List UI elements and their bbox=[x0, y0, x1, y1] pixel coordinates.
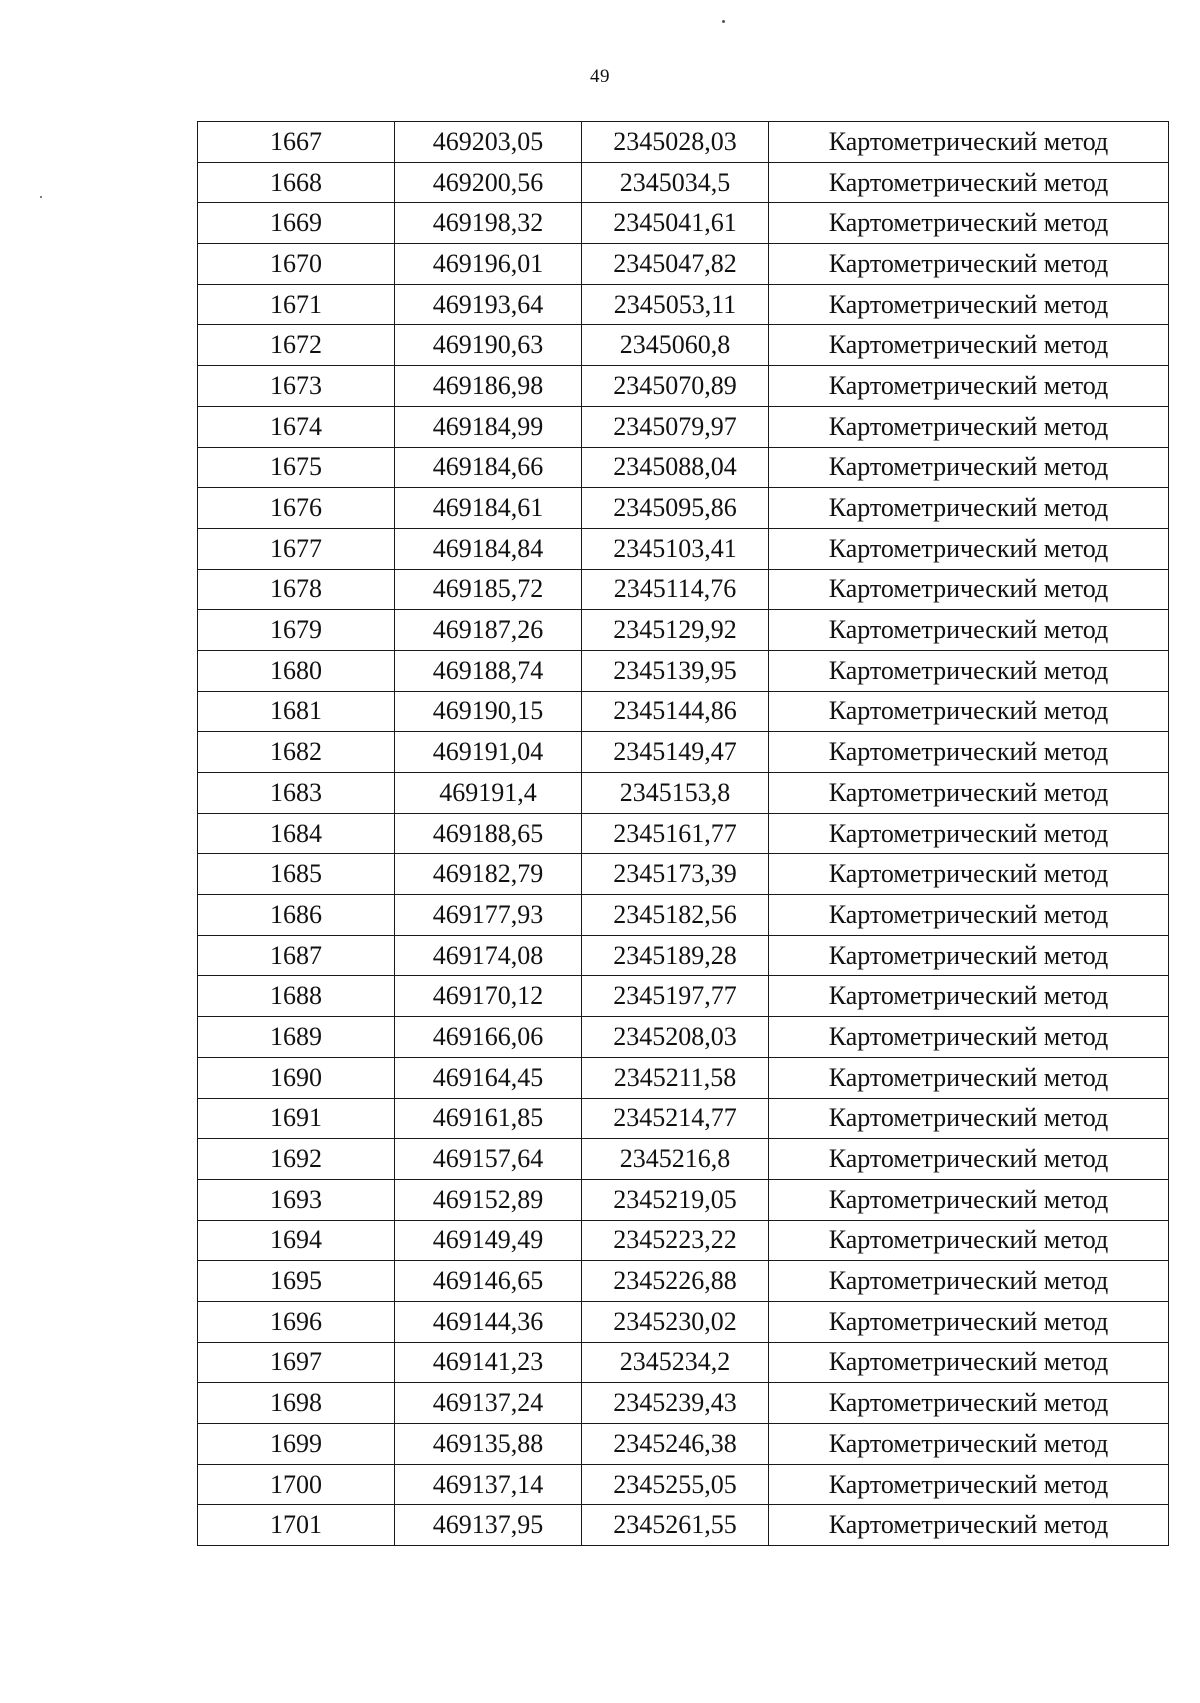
table-row bbox=[198, 528, 1169, 569]
x-coordinate-cell: 469198,32 bbox=[395, 203, 582, 244]
y-coordinate-cell: 2345153,8 bbox=[582, 773, 769, 814]
y-coordinate-cell: 2345234,2 bbox=[582, 1342, 769, 1383]
x-coordinate-cell: 469184,61 bbox=[395, 488, 582, 529]
method-cell: Картометрический метод bbox=[769, 122, 1169, 163]
table-row bbox=[198, 488, 1169, 529]
point-number-cell: 1683 bbox=[198, 773, 395, 814]
method-cell: Картометрический метод bbox=[769, 650, 1169, 691]
x-coordinate-cell: 469141,23 bbox=[395, 1342, 582, 1383]
point-number-cell: 1680 bbox=[198, 650, 395, 691]
x-coordinate-cell: 469161,85 bbox=[395, 1098, 582, 1139]
x-coordinate-cell: 469193,64 bbox=[395, 284, 582, 325]
y-coordinate-cell: 2345255,05 bbox=[582, 1464, 769, 1505]
y-coordinate-cell: 2345144,86 bbox=[582, 691, 769, 732]
method-cell: Картометрический метод bbox=[769, 773, 1169, 814]
point-number-cell: 1668 bbox=[198, 162, 395, 203]
y-coordinate-cell: 2345219,05 bbox=[582, 1179, 769, 1220]
point-number-cell: 1676 bbox=[198, 488, 395, 529]
method-cell: Картометрический метод bbox=[769, 284, 1169, 325]
point-number-cell: 1674 bbox=[198, 406, 395, 447]
method-cell: Картометрический метод bbox=[769, 1383, 1169, 1424]
x-coordinate-cell: 469144,36 bbox=[395, 1301, 582, 1342]
coordinates-table bbox=[197, 121, 1169, 1546]
x-coordinate-cell: 469174,08 bbox=[395, 935, 582, 976]
table-row bbox=[198, 244, 1169, 285]
scan-speck bbox=[40, 196, 42, 198]
point-number-cell: 1690 bbox=[198, 1057, 395, 1098]
x-coordinate-cell: 469149,49 bbox=[395, 1220, 582, 1261]
y-coordinate-cell: 2345034,5 bbox=[582, 162, 769, 203]
x-coordinate-cell: 469185,72 bbox=[395, 569, 582, 610]
point-number-cell: 1699 bbox=[198, 1424, 395, 1465]
x-coordinate-cell: 469191,4 bbox=[395, 773, 582, 814]
y-coordinate-cell: 2345246,38 bbox=[582, 1424, 769, 1465]
point-number-cell: 1694 bbox=[198, 1220, 395, 1261]
method-cell: Картометрический метод bbox=[769, 406, 1169, 447]
y-coordinate-cell: 2345060,8 bbox=[582, 325, 769, 366]
page-number: 49 bbox=[590, 66, 610, 87]
point-number-cell: 1673 bbox=[198, 366, 395, 407]
table-row bbox=[198, 773, 1169, 814]
point-number-cell: 1697 bbox=[198, 1342, 395, 1383]
y-coordinate-cell: 2345223,22 bbox=[582, 1220, 769, 1261]
method-cell: Картометрический метод bbox=[769, 569, 1169, 610]
y-coordinate-cell: 2345114,76 bbox=[582, 569, 769, 610]
table-row bbox=[198, 569, 1169, 610]
x-coordinate-cell: 469135,88 bbox=[395, 1424, 582, 1465]
method-cell: Картометрический метод bbox=[769, 1301, 1169, 1342]
point-number-cell: 1684 bbox=[198, 813, 395, 854]
y-coordinate-cell: 2345230,02 bbox=[582, 1301, 769, 1342]
method-cell: Картометрический метод bbox=[769, 1464, 1169, 1505]
point-number-cell: 1675 bbox=[198, 447, 395, 488]
y-coordinate-cell: 2345079,97 bbox=[582, 406, 769, 447]
point-number-cell: 1672 bbox=[198, 325, 395, 366]
point-number-cell: 1682 bbox=[198, 732, 395, 773]
method-cell: Картометрический метод bbox=[769, 691, 1169, 732]
point-number-cell: 1693 bbox=[198, 1179, 395, 1220]
x-coordinate-cell: 469146,65 bbox=[395, 1261, 582, 1302]
table-row bbox=[198, 1383, 1169, 1424]
y-coordinate-cell: 2345088,04 bbox=[582, 447, 769, 488]
method-cell: Картометрический метод bbox=[769, 1424, 1169, 1465]
method-cell: Картометрический метод bbox=[769, 935, 1169, 976]
point-number-cell: 1691 bbox=[198, 1098, 395, 1139]
y-coordinate-cell: 2345095,86 bbox=[582, 488, 769, 529]
method-cell: Картометрический метод bbox=[769, 203, 1169, 244]
method-cell: Картометрический метод bbox=[769, 325, 1169, 366]
y-coordinate-cell: 2345041,61 bbox=[582, 203, 769, 244]
point-number-cell: 1669 bbox=[198, 203, 395, 244]
table-row bbox=[198, 1424, 1169, 1465]
point-number-cell: 1681 bbox=[198, 691, 395, 732]
y-coordinate-cell: 2345028,03 bbox=[582, 122, 769, 163]
table-row bbox=[198, 1139, 1169, 1180]
y-coordinate-cell: 2345139,95 bbox=[582, 650, 769, 691]
method-cell: Картометрический метод bbox=[769, 1057, 1169, 1098]
x-coordinate-cell: 469177,93 bbox=[395, 895, 582, 936]
x-coordinate-cell: 469184,99 bbox=[395, 406, 582, 447]
method-cell: Картометрический метод bbox=[769, 1261, 1169, 1302]
x-coordinate-cell: 469200,56 bbox=[395, 162, 582, 203]
x-coordinate-cell: 469137,14 bbox=[395, 1464, 582, 1505]
table-row bbox=[198, 366, 1169, 407]
table-row bbox=[198, 1017, 1169, 1058]
method-cell: Картометрический метод bbox=[769, 976, 1169, 1017]
point-number-cell: 1700 bbox=[198, 1464, 395, 1505]
table-row bbox=[198, 1342, 1169, 1383]
table-row bbox=[198, 122, 1169, 163]
table-row bbox=[198, 1261, 1169, 1302]
x-coordinate-cell: 469170,12 bbox=[395, 976, 582, 1017]
table-row bbox=[198, 610, 1169, 651]
method-cell: Картометрический метод bbox=[769, 1098, 1169, 1139]
table-row bbox=[198, 1505, 1169, 1546]
x-coordinate-cell: 469188,74 bbox=[395, 650, 582, 691]
point-number-cell: 1679 bbox=[198, 610, 395, 651]
x-coordinate-cell: 469182,79 bbox=[395, 854, 582, 895]
y-coordinate-cell: 2345182,56 bbox=[582, 895, 769, 936]
x-coordinate-cell: 469184,84 bbox=[395, 528, 582, 569]
point-number-cell: 1671 bbox=[198, 284, 395, 325]
y-coordinate-cell: 2345047,82 bbox=[582, 244, 769, 285]
y-coordinate-cell: 2345070,89 bbox=[582, 366, 769, 407]
y-coordinate-cell: 2345173,39 bbox=[582, 854, 769, 895]
method-cell: Картометрический метод bbox=[769, 1220, 1169, 1261]
x-coordinate-cell: 469190,63 bbox=[395, 325, 582, 366]
point-number-cell: 1688 bbox=[198, 976, 395, 1017]
coordinates-table-body bbox=[198, 122, 1169, 1546]
method-cell: Картометрический метод bbox=[769, 447, 1169, 488]
table-row bbox=[198, 1179, 1169, 1220]
table-row bbox=[198, 1057, 1169, 1098]
table-row bbox=[198, 284, 1169, 325]
y-coordinate-cell: 2345053,11 bbox=[582, 284, 769, 325]
point-number-cell: 1686 bbox=[198, 895, 395, 936]
table-row bbox=[198, 813, 1169, 854]
point-number-cell: 1670 bbox=[198, 244, 395, 285]
method-cell: Картометрический метод bbox=[769, 732, 1169, 773]
point-number-cell: 1692 bbox=[198, 1139, 395, 1180]
x-coordinate-cell: 469187,26 bbox=[395, 610, 582, 651]
table-row bbox=[198, 935, 1169, 976]
point-number-cell: 1701 bbox=[198, 1505, 395, 1546]
y-coordinate-cell: 2345197,77 bbox=[582, 976, 769, 1017]
point-number-cell: 1677 bbox=[198, 528, 395, 569]
x-coordinate-cell: 469191,04 bbox=[395, 732, 582, 773]
y-coordinate-cell: 2345226,88 bbox=[582, 1261, 769, 1302]
point-number-cell: 1667 bbox=[198, 122, 395, 163]
table-row bbox=[198, 406, 1169, 447]
y-coordinate-cell: 2345103,41 bbox=[582, 528, 769, 569]
x-coordinate-cell: 469164,45 bbox=[395, 1057, 582, 1098]
point-number-cell: 1685 bbox=[198, 854, 395, 895]
table-row bbox=[198, 650, 1169, 691]
x-coordinate-cell: 469190,15 bbox=[395, 691, 582, 732]
method-cell: Картометрический метод bbox=[769, 1139, 1169, 1180]
method-cell: Картометрический метод bbox=[769, 854, 1169, 895]
method-cell: Картометрический метод bbox=[769, 1342, 1169, 1383]
table-row bbox=[198, 976, 1169, 1017]
table-row bbox=[198, 732, 1169, 773]
point-number-cell: 1696 bbox=[198, 1301, 395, 1342]
method-cell: Картометрический метод bbox=[769, 488, 1169, 529]
y-coordinate-cell: 2345216,8 bbox=[582, 1139, 769, 1180]
method-cell: Картометрический метод bbox=[769, 610, 1169, 651]
x-coordinate-cell: 469152,89 bbox=[395, 1179, 582, 1220]
x-coordinate-cell: 469157,64 bbox=[395, 1139, 582, 1180]
y-coordinate-cell: 2345189,28 bbox=[582, 935, 769, 976]
y-coordinate-cell: 2345239,43 bbox=[582, 1383, 769, 1424]
method-cell: Картометрический метод bbox=[769, 1179, 1169, 1220]
method-cell: Картометрический метод bbox=[769, 813, 1169, 854]
method-cell: Картометрический метод bbox=[769, 895, 1169, 936]
method-cell: Картометрический метод bbox=[769, 366, 1169, 407]
table-row bbox=[198, 1098, 1169, 1139]
method-cell: Картометрический метод bbox=[769, 1017, 1169, 1058]
x-coordinate-cell: 469137,24 bbox=[395, 1383, 582, 1424]
x-coordinate-cell: 469166,06 bbox=[395, 1017, 582, 1058]
table-row bbox=[198, 325, 1169, 366]
x-coordinate-cell: 469188,65 bbox=[395, 813, 582, 854]
method-cell: Картометрический метод bbox=[769, 1505, 1169, 1546]
table-row bbox=[198, 854, 1169, 895]
point-number-cell: 1678 bbox=[198, 569, 395, 610]
point-number-cell: 1687 bbox=[198, 935, 395, 976]
y-coordinate-cell: 2345161,77 bbox=[582, 813, 769, 854]
table-row bbox=[198, 1301, 1169, 1342]
method-cell: Картометрический метод bbox=[769, 162, 1169, 203]
y-coordinate-cell: 2345129,92 bbox=[582, 610, 769, 651]
x-coordinate-cell: 469137,95 bbox=[395, 1505, 582, 1546]
method-cell: Картометрический метод bbox=[769, 528, 1169, 569]
point-number-cell: 1698 bbox=[198, 1383, 395, 1424]
point-number-cell: 1695 bbox=[198, 1261, 395, 1302]
scan-speck bbox=[722, 20, 725, 23]
y-coordinate-cell: 2345208,03 bbox=[582, 1017, 769, 1058]
x-coordinate-cell: 469196,01 bbox=[395, 244, 582, 285]
table-row bbox=[198, 203, 1169, 244]
table-row bbox=[198, 691, 1169, 732]
y-coordinate-cell: 2345211,58 bbox=[582, 1057, 769, 1098]
x-coordinate-cell: 469186,98 bbox=[395, 366, 582, 407]
table-row bbox=[198, 1220, 1169, 1261]
y-coordinate-cell: 2345149,47 bbox=[582, 732, 769, 773]
y-coordinate-cell: 2345214,77 bbox=[582, 1098, 769, 1139]
table-row bbox=[198, 895, 1169, 936]
table-row bbox=[198, 447, 1169, 488]
x-coordinate-cell: 469203,05 bbox=[395, 122, 582, 163]
y-coordinate-cell: 2345261,55 bbox=[582, 1505, 769, 1546]
point-number-cell: 1689 bbox=[198, 1017, 395, 1058]
table-row bbox=[198, 1464, 1169, 1505]
table-row bbox=[198, 162, 1169, 203]
method-cell: Картометрический метод bbox=[769, 244, 1169, 285]
x-coordinate-cell: 469184,66 bbox=[395, 447, 582, 488]
